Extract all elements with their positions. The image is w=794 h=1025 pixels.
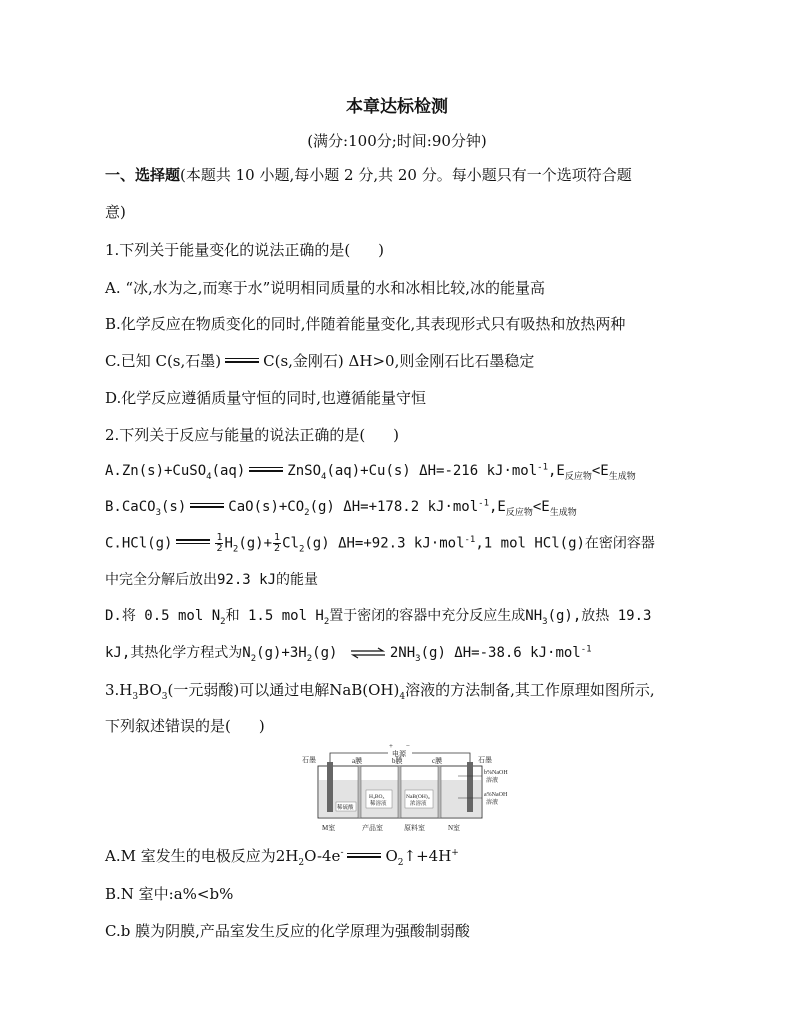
graphite-right-label: 石墨 (478, 756, 492, 764)
room-m-label: M室 (322, 824, 336, 832)
q2d-p1: D.将 0.5 mol N (105, 608, 221, 624)
reversible-arrow-icon (350, 647, 386, 659)
q2b-lhs: B.CaCO (105, 499, 156, 515)
equals-sign (190, 501, 224, 510)
sol-product2-label: 稀溶液 (370, 801, 387, 807)
q3-option-a: A.M 室发生的电极反应为$2H_2O-4e^-$ $O_2↑+4H^+$ (105, 847, 459, 868)
section-desc: (本题共 10 小题,每小题 2 分,共 20 分。每小题只有一个选项符合题 (180, 166, 632, 184)
q3-s2-end: ) (258, 717, 265, 735)
naoh-a-label: a%NaOH (484, 792, 508, 798)
q2c-lhs: C.HCl(g) (105, 535, 173, 552)
membrane-a-label: a膜 (352, 757, 363, 765)
membrane-a (358, 766, 361, 818)
section-desc-cont: 意) (105, 203, 126, 221)
q2-stem-end: ) (393, 426, 400, 444)
q3a-post: O (385, 847, 398, 865)
q1-c-pre: C.已知 C(s,石墨) (105, 352, 222, 370)
q1-c-post: C(s,金刚石) ΔH>0,则金刚石比石墨稳定 (263, 352, 535, 370)
q2d-p2: 和 1.5 mol H (225, 608, 324, 624)
q3-option-c: C.b 膜为阴膜,产品室发生反应的化学原理为强酸制弱酸 (105, 922, 470, 940)
question-3-stem: $3.H_3BO_3$(一元弱酸)可以通过电解$NaB(OH)_4$溶液的方法制备,其工作原理如图所示, (105, 681, 655, 702)
q2d-l2c: (g) (312, 645, 338, 661)
q2-option-d-cont: kJ,其热化学方程式为$N_2(g)+3H_2(g)$ $2NH_3(g)$ ΔH=-38.6 kJ·mol$^{-1}$ (105, 644, 592, 664)
membrane-b (398, 766, 401, 818)
q2a-lhs2: (aq) (211, 463, 246, 479)
q1-option-d: D.化学反应遵循质量守恒的同时,也遵循能量守恒 (105, 389, 427, 407)
membrane-c (438, 766, 441, 818)
q2b-lhs2: (s) (161, 499, 187, 515)
q2-option-a: A.Zn(s)+CuSO$_4$(aq) ZnSO$_4$(aq)+Cu(s) ΔH=-216 $kJ\cdot mol^{-1},E_{反应物}<E_{生成物}$ (105, 462, 636, 482)
q2a-tail: ,E (548, 463, 565, 479)
membrane-c-label: c膜 (432, 757, 443, 765)
equals-sign (176, 537, 210, 546)
q2b-tail: ,E (489, 499, 506, 515)
naoh-a2-label: 溶液 (486, 800, 499, 806)
q2b-react: 反应物 (505, 507, 533, 518)
q2d-l2a: kJ,其热化学方程式为N (105, 645, 251, 661)
sol-raw2-label: 浓溶液 (410, 801, 427, 807)
q2c-cl2b: (g) ΔH=+92.3 kJ·mol (304, 535, 465, 552)
q2d-p4: (g),放热 19.3 (547, 608, 652, 624)
q2d-l2e: (g) ΔH=-38.6 kJ·mol (420, 645, 581, 661)
q2-option-c: C.HCl(g) $\frac{1}{2}$ $H_2(g)+$ $\frac{1}{2}$ $Cl_2(g)$ ΔH=+92.3 kJ·mol$^{-1}$,1 mol HCl(g)在密闭容器 (105, 532, 655, 555)
minus-sign: − (406, 742, 410, 750)
q2b-rhs: CaO(s)+CO (228, 499, 305, 515)
q2-option-c-cont: 中完全分解后放出92.3 kJ的能量 (105, 572, 319, 588)
room-n-label: N室 (448, 824, 461, 832)
q2c-h2b: (g)+ (238, 535, 273, 552)
sol-product-label: H₃BO₃ (369, 794, 385, 800)
q1-option-c (105, 351, 534, 371)
q2a-lt: <E (591, 463, 609, 479)
q3-s1c: (一元弱酸)可以通过电解NaB(OH) (167, 681, 400, 699)
equals-sign (249, 465, 283, 474)
q3a-tail: ↑+4H (403, 847, 452, 865)
q2b-prod: 生成物 (549, 507, 577, 518)
q2c-cl2: Cl (282, 535, 299, 552)
q2c-tail: ,1 mol HCl(g)在密闭容器 (475, 535, 655, 552)
question-1-stem (105, 240, 384, 260)
graphite-electrode-right (467, 762, 473, 812)
section-title: 一、选择题 (105, 166, 181, 184)
graphite-electrode-left (327, 762, 333, 812)
fraction-half: $\frac{1}{2}$ (274, 532, 281, 554)
sol-raw-label: NaB(OH)₄ (406, 794, 430, 800)
q1-option-a: A. “冰,水为之,而寒于水”说明相同质量的水和冰相比较,冰的能量高 (105, 279, 546, 297)
q3-s1a: 3.H (105, 681, 133, 699)
q1-stem-end: ) (378, 241, 385, 259)
q2-option-d: D.将 0.5 mol $N_2$和 1.5 mol $H_2$置于密闭的容器中充分反应生成$NH_3(g)$,放热 19.3 (105, 608, 652, 627)
graphite-left-label: 石墨 (302, 756, 316, 764)
q2a-rhs: ZnSO (287, 463, 322, 479)
section-heading (105, 165, 632, 185)
room-product-label: 产品室 (362, 824, 383, 832)
q3-s2: 下列叙述错误的是( (105, 717, 231, 735)
q2-option-b: B.CaCO$_3$(s) $CaO(s)+CO_2(g)$ ΔH=+178.2 $kJ\cdot mol^{-1},E_{反应物}<E_{生成物}$ (105, 498, 577, 518)
fraction-half: $\frac{1}{2}$ (216, 532, 223, 554)
q2a-prod: 生成物 (608, 471, 636, 482)
q2c-h2: H (224, 535, 233, 552)
q2a-lhs: A.Zn(s)+CuSO (105, 463, 207, 479)
equals-sign (225, 356, 259, 365)
membrane-b-label: b膜 (392, 757, 403, 765)
question-3-stem-cont (105, 716, 265, 736)
q3a-mid: O-4e (304, 847, 341, 865)
naoh-b2-label: 溶液 (486, 778, 499, 784)
sol-left-label: 稀硫酸 (337, 805, 354, 811)
page-title: 本章达标检测 (346, 97, 448, 117)
power-label: 电源 (392, 750, 406, 758)
q3-s1d: 溶液的方法制备,其工作原理如图所示, (405, 681, 655, 699)
q2d-l2b: (g)+3H (256, 645, 307, 661)
room-raw-label: 原料室 (404, 824, 425, 832)
q2d-p3: 置于密闭的容器中充分反应生成NH (329, 608, 543, 624)
page-subtitle: (满分:100分;时间:90分钟) (307, 132, 487, 150)
q1-option-b: B.化学反应在物质变化的同时,伴随着能量变化,其表现形式只有吸热和放热两种 (105, 315, 626, 333)
plus-sign: + (389, 742, 393, 750)
q2a-react: 反应物 (564, 471, 592, 482)
q2b-lt: <E (532, 499, 550, 515)
q3a-pre: A.M 室发生的电极反应为2H (105, 847, 299, 865)
q2d-l2d: 2NH (389, 645, 416, 661)
q2b-rhs2: (g) ΔH=+178.2 kJ·mol (309, 499, 479, 515)
equals-sign (347, 851, 381, 860)
q1-stem-text: 1.下列关于能量变化的说法正确的是( (105, 241, 351, 259)
naoh-b-label: b%NaOH (484, 770, 508, 776)
q3-s1b: BO (138, 681, 162, 699)
q3-option-b: B.N 室中:a%<b% (105, 885, 234, 903)
question-2-stem (105, 425, 399, 445)
q2a-rhs2: (aq)+Cu(s) ΔH=-216 kJ·mol (326, 463, 538, 479)
q2-stem-text: 2.下列关于反应与能量的说法正确的是( (105, 426, 366, 444)
electrolysis-diagram (300, 742, 508, 836)
